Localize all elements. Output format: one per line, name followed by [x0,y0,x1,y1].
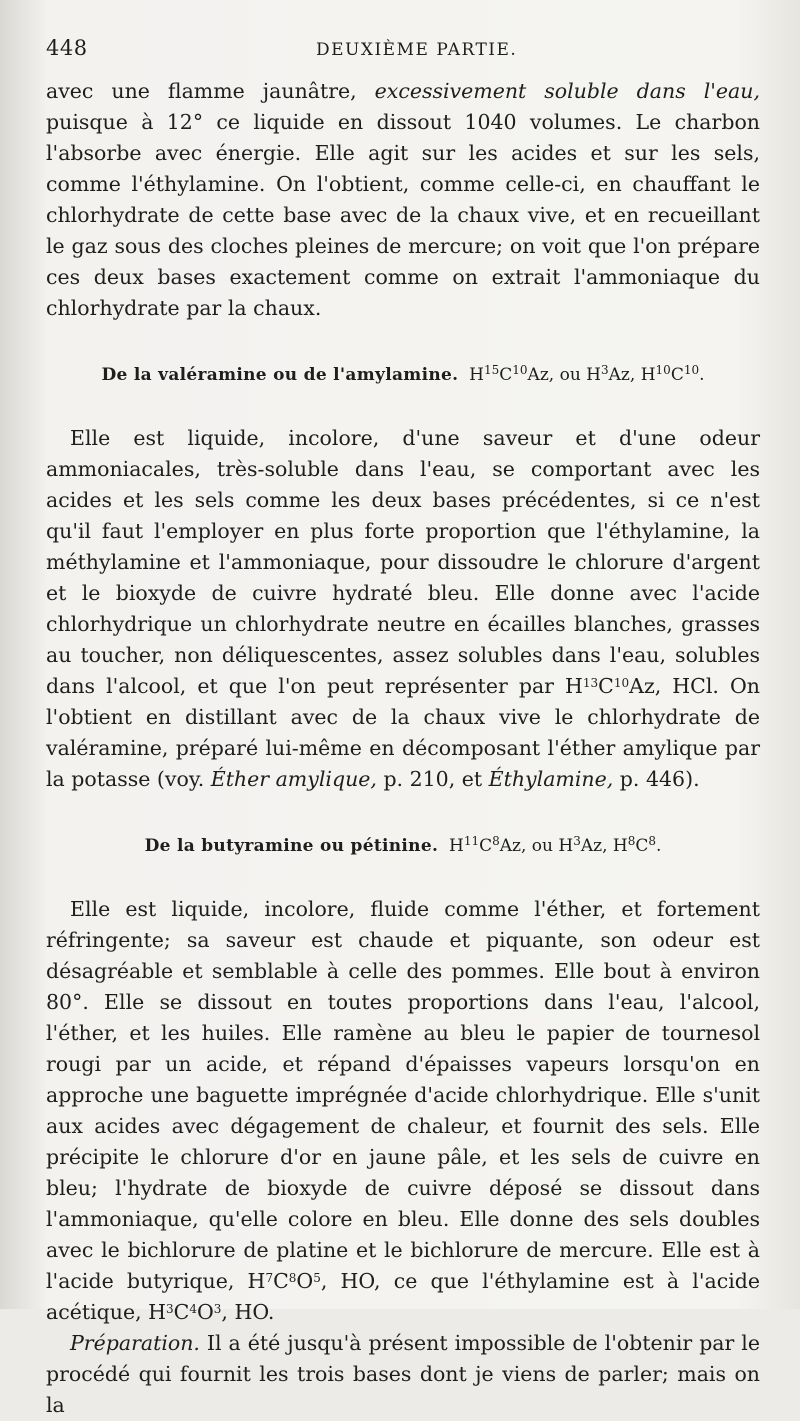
section-heading-butyramine [46,831,760,862]
heading-formula: $H^{11}C^8Az$, ou $H^3Az$, $H^8C^8$. [448,834,662,856]
section-heading-valeramine [46,360,760,391]
page-header [46,36,760,76]
paragraph-valeramine: Elle est liquide, incolore, d'une saveur et d'une odeur ammoniacales, très-soluble dans l'eau, se comportant avec les acides et les sels comme les deux bases précédentes, si ce n'est qu'il faut l'employer en plus forte proportion que l'éthylamine, la méthylamine et l'ammoniaque, pour dissoudre le chlorure d'argent et le bioxyde de cuivre hydraté bleu. Elle donne avec l'acide chlorhydrique un chlorhydrate neutre en écailles blanches, grasses au toucher, non déliquescentes, assez solubles dans l'eau, solubles dans l'alcool, et que l'on peut représenter par $H^{13}C^{10}Az$, HCl. On l'obtient en distillant avec de la chaux vive le chlorhydrate de valéramine, préparé lui-même en décomposant l'éther amylique par la potasse (voy. Éther amylique, p. 210, et Éthylamine, p. 446). [46,426,760,791]
preparation-label: Préparation. [70,1331,200,1355]
paragraph-preparation: Préparation. Il a été jusqu'à présent impossible de l'obtenir par le procédé qui fournit les trois bases dont je viens de parler; mais on la [46,1331,760,1417]
paragraph-butyramine: Elle est liquide, incolore, fluide comme l'éther, et fortement réfringente; sa saveur est chaude et piquante, son odeur est désagréable et semblable à celle des pommes. Elle bout à environ 80°. Elle se dissout en toutes proportions dans l'eau, l'alcool, l'éther, et les huiles. Elle ramène au bleu le papier de tournesol rougi par un acide, et répand d'épaisses vapeurs lorsqu'on en approche une baguette imprégnée d'acide chlorhydrique. Elle s'unit aux acides avec dégagement de chaleur, et fournit des sels. Elle précipite le chlorure d'or en jaune pâle, et les sels de cuivre en bleu; l'hydrate de bioxyde de cuivre déposé se dissout dans l'ammoniaque, qu'elle colore en bleu. Elle donne des sels doubles avec le bichlorure de platine et le bichlorure de mercure. Elle est à l'acide butyrique, $H^7C^8O^5$, HO, ce que l'éthylamine est à l'acide acétique, $H^3C^4O^3$, HO. [46,897,760,1324]
heading-title: De la butyramine ou pétinine. [144,836,439,856]
heading-title: De la valéramine ou de l'amylamine. [101,365,459,385]
running-head: DEUXIÈME PARTIE. [316,40,518,60]
heading-formula: $H^{15}C^{10}Az$, ou $H^3Az$, $H^{10}C^{10}$. [469,363,705,385]
page-number: 448 [46,36,88,60]
paragraph-methylamine-end: avec une flamme jaunâtre, excessivement soluble dans l'eau, puisque à 12° ce liquide en dissout 1040 volumes. Le charbon l'absorbe avec énergie. Elle agit sur les acides et sur les sels, comme l'éthylamine. On l'obtient, comme celle-ci, en chauffant le chlorhydrate de cette base avec de la chaux vive, et en recueillant le gaz sous des cloches pleines de mercure; on voit que l'on prépare ces deux bases exactement comme on extrait l'ammoniaque du chlorhydrate par la chaux. [46,79,760,320]
